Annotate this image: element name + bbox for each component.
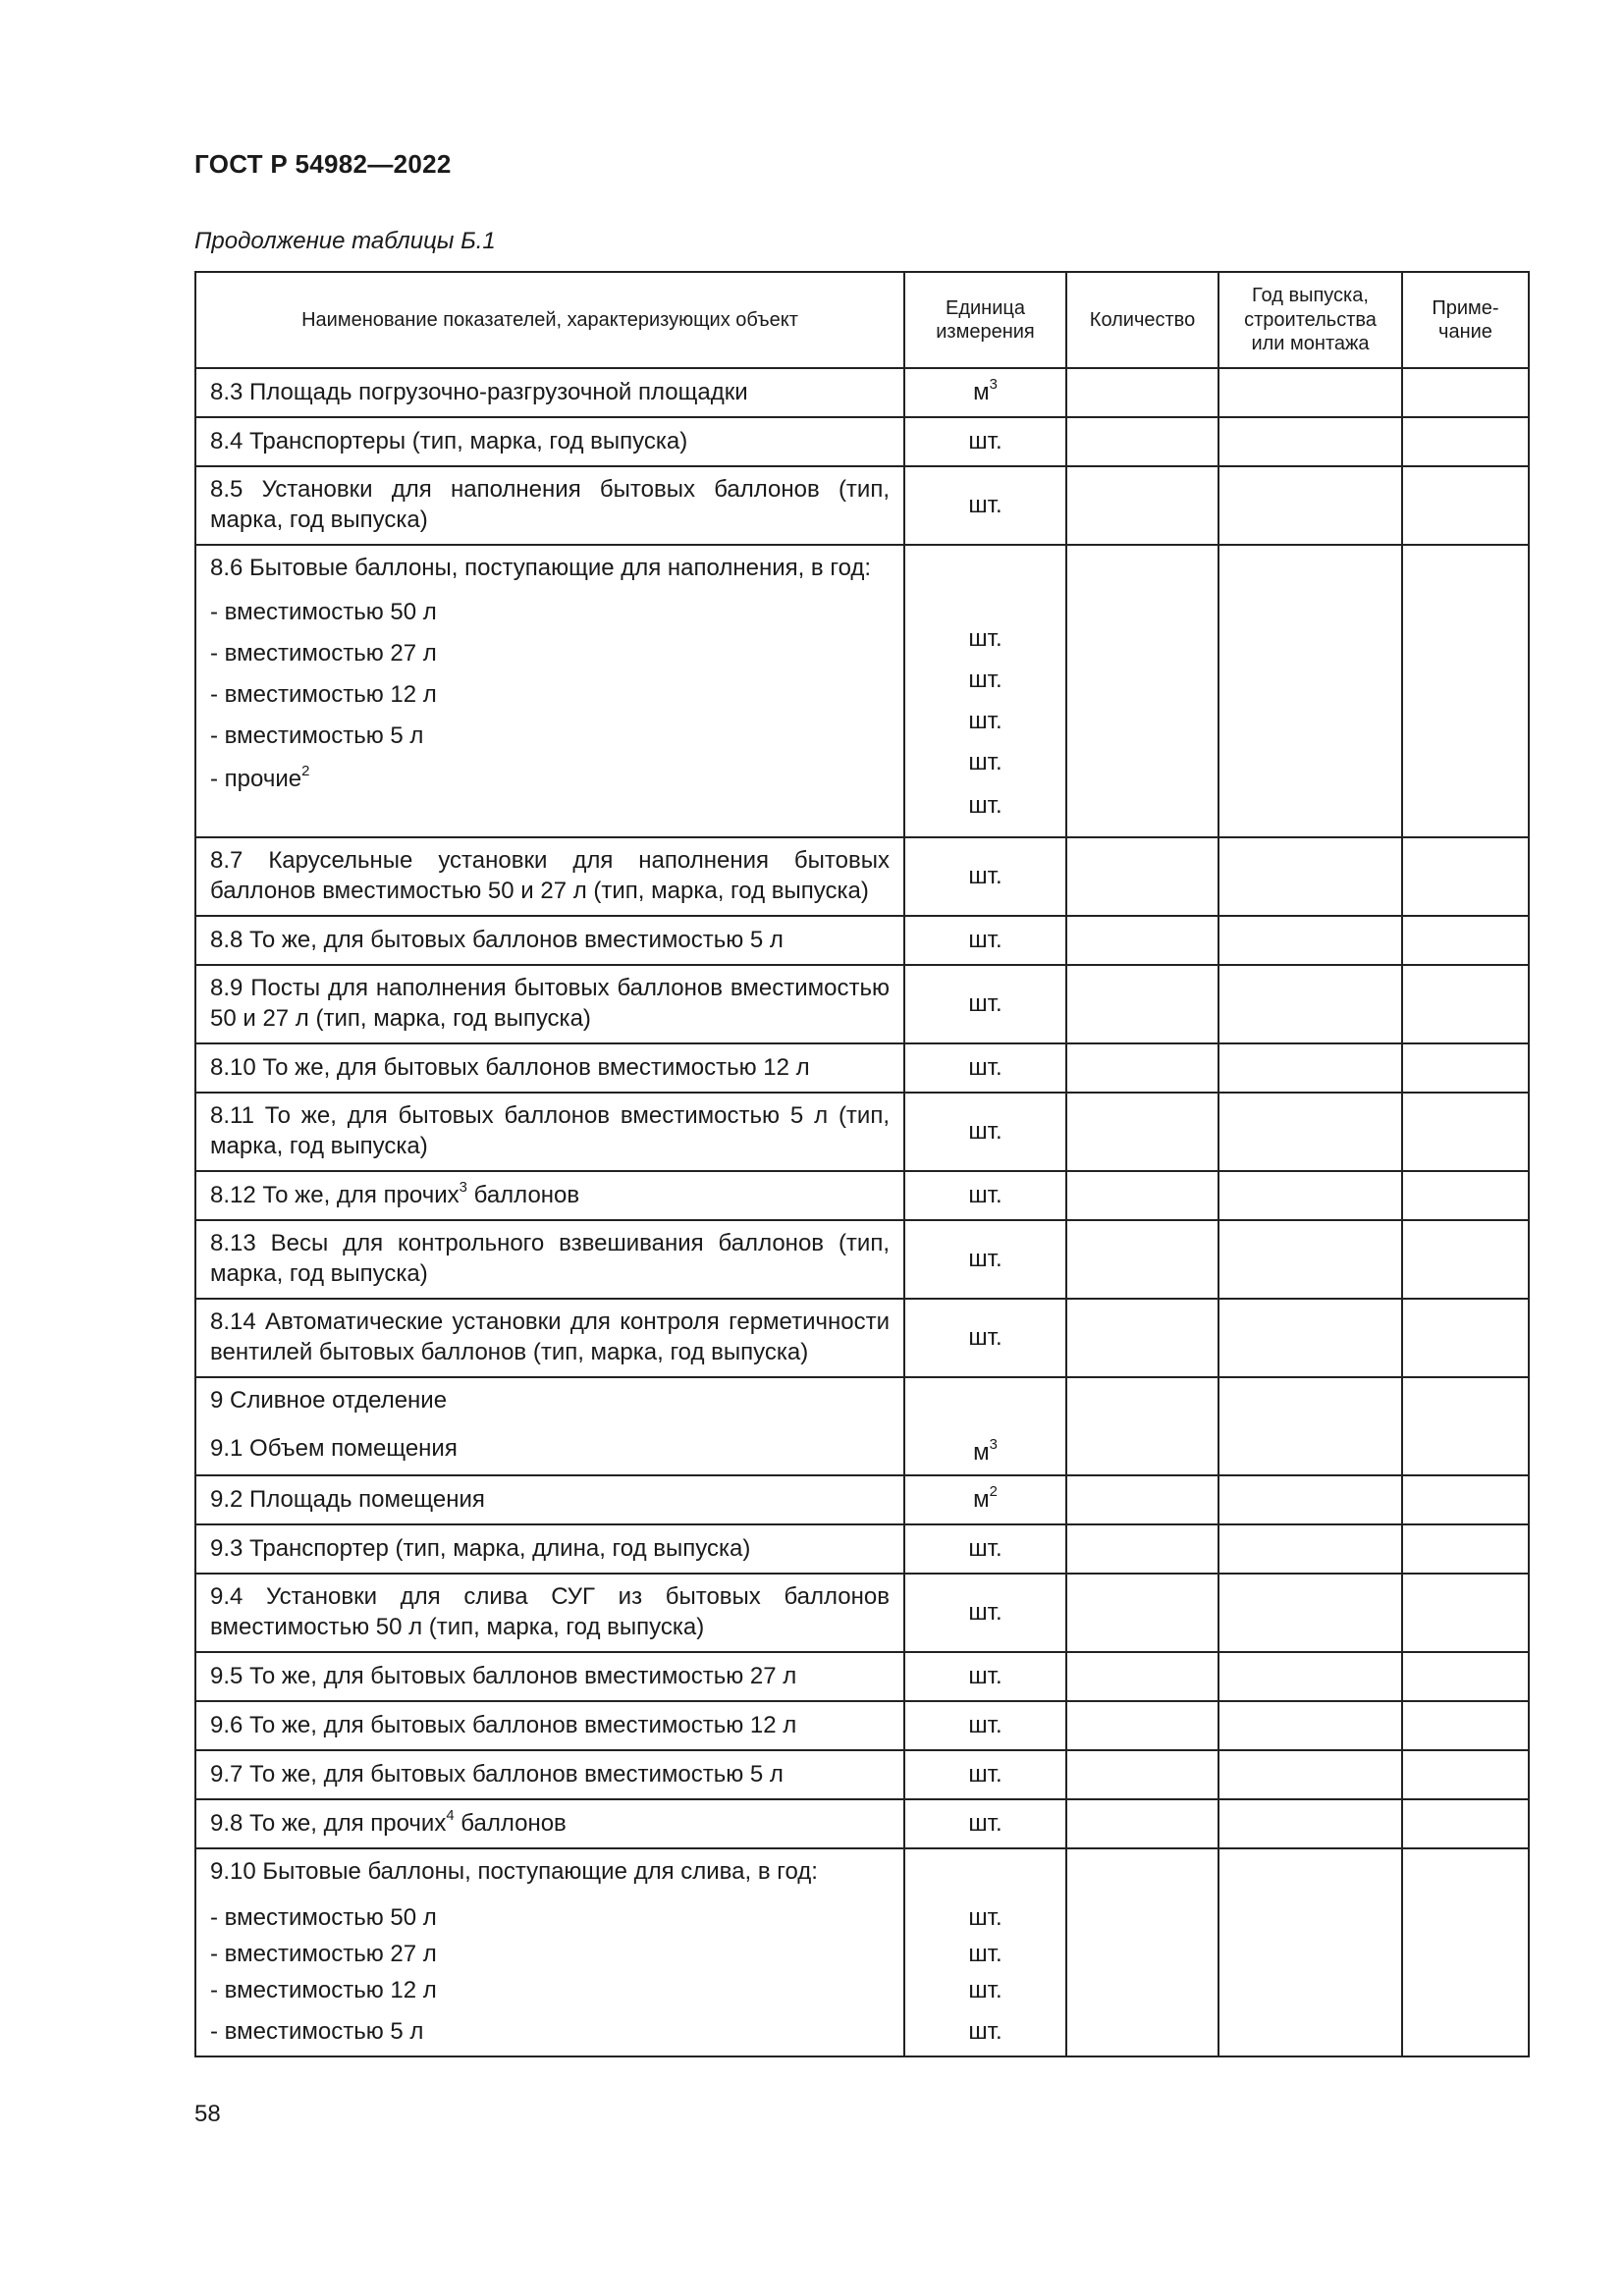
- header-note: Приме-чание: [1402, 272, 1529, 368]
- year-cell: [1218, 965, 1402, 1043]
- table-row: [195, 1750, 1529, 1799]
- quantity-cell: [1066, 1299, 1218, 1377]
- table-row: [195, 1171, 1529, 1220]
- row-unit: $м^3$: [904, 368, 1066, 417]
- sub-item: - вместимостью 27 л: [210, 639, 437, 667]
- year-cell: [1218, 466, 1402, 545]
- year-cell: [1218, 417, 1402, 466]
- table-row: [195, 1299, 1529, 1377]
- sub-item: 9.1 Объем помещения: [210, 1434, 458, 1462]
- table-row: [195, 1043, 1529, 1093]
- row-unit: шт.: [904, 1043, 1066, 1093]
- quantity-cell: [1066, 1220, 1218, 1299]
- table-row: [195, 1377, 1529, 1475]
- note-cell: [1402, 1220, 1529, 1299]
- note-cell: [1402, 417, 1529, 466]
- row-name: 8.9 Посты для наполнения бытовых баллонов вместимостью 50 и 27 л (тип, марка, год выпуска): [195, 965, 904, 1043]
- table-row: [195, 466, 1529, 545]
- table-row: [195, 1220, 1529, 1299]
- quantity-cell: [1066, 1848, 1218, 2056]
- quantity-cell: [1066, 1799, 1218, 1848]
- table-row: [195, 1701, 1529, 1750]
- row-name: 8.11 То же, для бытовых баллонов вместимостью 5 л (тип, марка, год выпуска): [195, 1093, 904, 1171]
- table-row: [195, 545, 1529, 837]
- quantity-cell: [1066, 1574, 1218, 1652]
- row-name: 9.8 То же, для прочих$^4$ баллонов: [195, 1799, 904, 1848]
- year-cell: [1218, 1475, 1402, 1524]
- row-unit: шт. шт. шт. шт. шт.: [904, 545, 1066, 837]
- row-name: 8.12 То же, для прочих$^3$ баллонов: [195, 1171, 904, 1220]
- note-cell: [1402, 368, 1529, 417]
- table-row: [195, 965, 1529, 1043]
- note-cell: [1402, 965, 1529, 1043]
- quantity-cell: [1066, 1043, 1218, 1093]
- table-row: [195, 1848, 1529, 2056]
- note-cell: [1402, 1093, 1529, 1171]
- row-unit: шт.: [904, 1652, 1066, 1701]
- table-row: [195, 916, 1529, 965]
- note-cell: [1402, 1574, 1529, 1652]
- row-name: 9.4 Установки для слива СУГ из бытовых баллонов вместимостью 50 л (тип, марка, год выпуска): [195, 1574, 904, 1652]
- header-unit: Единица измерения: [904, 272, 1066, 368]
- year-cell: [1218, 1171, 1402, 1220]
- quantity-cell: [1066, 545, 1218, 837]
- note-cell: [1402, 1701, 1529, 1750]
- note-cell: [1402, 1848, 1529, 2056]
- row-unit: $м^2$: [904, 1475, 1066, 1524]
- year-cell: [1218, 1299, 1402, 1377]
- year-cell: [1218, 1574, 1402, 1652]
- row-unit: $м^3$: [904, 1377, 1066, 1475]
- row-name: 9.5 То же, для бытовых баллонов вместимостью 27 л: [195, 1652, 904, 1701]
- note-cell: [1402, 1043, 1529, 1093]
- table-row: [195, 1799, 1529, 1848]
- header-quantity: Количество: [1066, 272, 1218, 368]
- year-cell: [1218, 1043, 1402, 1093]
- sub-item: - вместимостью 50 л: [210, 598, 437, 625]
- note-cell: [1402, 1652, 1529, 1701]
- document-code: ГОСТ Р 54982—2022: [194, 149, 452, 179]
- table-row: [195, 417, 1529, 466]
- quantity-cell: [1066, 1750, 1218, 1799]
- row-unit: шт.: [904, 1524, 1066, 1574]
- table-row: [195, 1574, 1529, 1652]
- row-unit: шт.: [904, 1750, 1066, 1799]
- note-cell: [1402, 1171, 1529, 1220]
- quantity-cell: [1066, 1701, 1218, 1750]
- row-name: 8.7 Карусельные установки для наполнения бытовых баллонов вместимостью 50 и 27 л (тип, марка, год выпуска): [195, 837, 904, 916]
- note-cell: [1402, 545, 1529, 837]
- note-cell: [1402, 1377, 1529, 1475]
- row-name: 8.10 То же, для бытовых баллонов вместимостью 12 л: [195, 1043, 904, 1093]
- quantity-cell: [1066, 965, 1218, 1043]
- row-unit: шт.: [904, 916, 1066, 965]
- quantity-cell: [1066, 1171, 1218, 1220]
- row-name: 9.3 Транспортер (тип, марка, длина, год выпуска): [195, 1524, 904, 1574]
- row-unit: шт.: [904, 1299, 1066, 1377]
- year-cell: [1218, 916, 1402, 965]
- table-row: [195, 837, 1529, 916]
- year-cell: [1218, 1701, 1402, 1750]
- year-cell: [1218, 368, 1402, 417]
- year-cell: [1218, 1377, 1402, 1475]
- row-name: 8.5 Установки для наполнения бытовых баллонов (тип, марка, год выпуска): [195, 466, 904, 545]
- row-name: 8.3 Площадь погрузочно-разгрузочной площадки: [195, 368, 904, 417]
- year-cell: [1218, 1799, 1402, 1848]
- row-unit: шт.: [904, 466, 1066, 545]
- row-unit: шт. шт. шт. шт.: [904, 1848, 1066, 2056]
- table-row: [195, 1475, 1529, 1524]
- row-unit: шт.: [904, 837, 1066, 916]
- year-cell: [1218, 837, 1402, 916]
- sub-item: - вместимостью 12 л: [210, 1976, 437, 2003]
- row-name: 9.7 То же, для бытовых баллонов вместимостью 5 л: [195, 1750, 904, 1799]
- row-title: 8.6 Бытовые баллоны, поступающие для наполнения, в год:: [210, 555, 872, 581]
- note-cell: [1402, 466, 1529, 545]
- page-number: 58: [194, 2101, 221, 2127]
- data-table: [194, 271, 1530, 2057]
- sub-item: - вместимостью 5 л: [210, 721, 424, 749]
- sub-item: - вместимостью 27 л: [210, 1940, 437, 1967]
- year-cell: [1218, 1220, 1402, 1299]
- row-name: 8.14 Автоматические установки для контроля герметичности вентилей бытовых баллонов (тип, марка, год выпуска): [195, 1299, 904, 1377]
- sub-item: - прочие$^2$: [210, 763, 310, 792]
- row-unit: шт.: [904, 417, 1066, 466]
- row-unit: шт.: [904, 1701, 1066, 1750]
- table-caption: Продолжение таблицы Б.1: [194, 228, 496, 254]
- header-year: Год выпуска, строительства или монтажа: [1218, 272, 1402, 368]
- quantity-cell: [1066, 417, 1218, 466]
- sub-item: - вместимостью 5 л: [210, 2017, 424, 2045]
- quantity-cell: [1066, 466, 1218, 545]
- year-cell: [1218, 1093, 1402, 1171]
- year-cell: [1218, 545, 1402, 837]
- row-name: 8.8 То же, для бытовых баллонов вместимостью 5 л: [195, 916, 904, 965]
- row-unit: шт.: [904, 1799, 1066, 1848]
- year-cell: [1218, 1652, 1402, 1701]
- row-name: 8.13 Весы для контрольного взвешивания баллонов (тип, марка, год выпуска): [195, 1220, 904, 1299]
- row-unit: шт.: [904, 1574, 1066, 1652]
- row-unit: шт.: [904, 1093, 1066, 1171]
- note-cell: [1402, 1475, 1529, 1524]
- quantity-cell: [1066, 1475, 1218, 1524]
- year-cell: [1218, 1848, 1402, 2056]
- year-cell: [1218, 1524, 1402, 1574]
- row-title: 9.10 Бытовые баллоны, поступающие для слива, в год:: [210, 1858, 818, 1885]
- sub-item: - вместимостью 50 л: [210, 1903, 437, 1931]
- sub-item: - вместимостью 12 л: [210, 680, 437, 708]
- quantity-cell: [1066, 916, 1218, 965]
- table-row: [195, 368, 1529, 417]
- note-cell: [1402, 1299, 1529, 1377]
- row-name: [195, 1377, 904, 1475]
- row-title: 9 Сливное отделение: [210, 1387, 448, 1414]
- note-cell: [1402, 1799, 1529, 1848]
- quantity-cell: [1066, 368, 1218, 417]
- table-row: [195, 1524, 1529, 1574]
- quantity-cell: [1066, 837, 1218, 916]
- header-name: Наименование показателей, характеризующих объект: [195, 272, 904, 368]
- note-cell: [1402, 1750, 1529, 1799]
- table-row: [195, 1093, 1529, 1171]
- year-cell: [1218, 1750, 1402, 1799]
- quantity-cell: [1066, 1093, 1218, 1171]
- row-unit: шт.: [904, 1220, 1066, 1299]
- row-name: [195, 545, 904, 837]
- note-cell: [1402, 916, 1529, 965]
- quantity-cell: [1066, 1377, 1218, 1475]
- table-header-row: [195, 272, 1529, 368]
- table-row: [195, 1652, 1529, 1701]
- row-name: [195, 1848, 904, 2056]
- quantity-cell: [1066, 1652, 1218, 1701]
- row-unit: шт.: [904, 1171, 1066, 1220]
- note-cell: [1402, 837, 1529, 916]
- note-cell: [1402, 1524, 1529, 1574]
- row-unit: шт.: [904, 965, 1066, 1043]
- row-name: 9.6 То же, для бытовых баллонов вместимостью 12 л: [195, 1701, 904, 1750]
- quantity-cell: [1066, 1524, 1218, 1574]
- row-name: 8.4 Транспортеры (тип, марка, год выпуска): [195, 417, 904, 466]
- row-name: 9.2 Площадь помещения: [195, 1475, 904, 1524]
